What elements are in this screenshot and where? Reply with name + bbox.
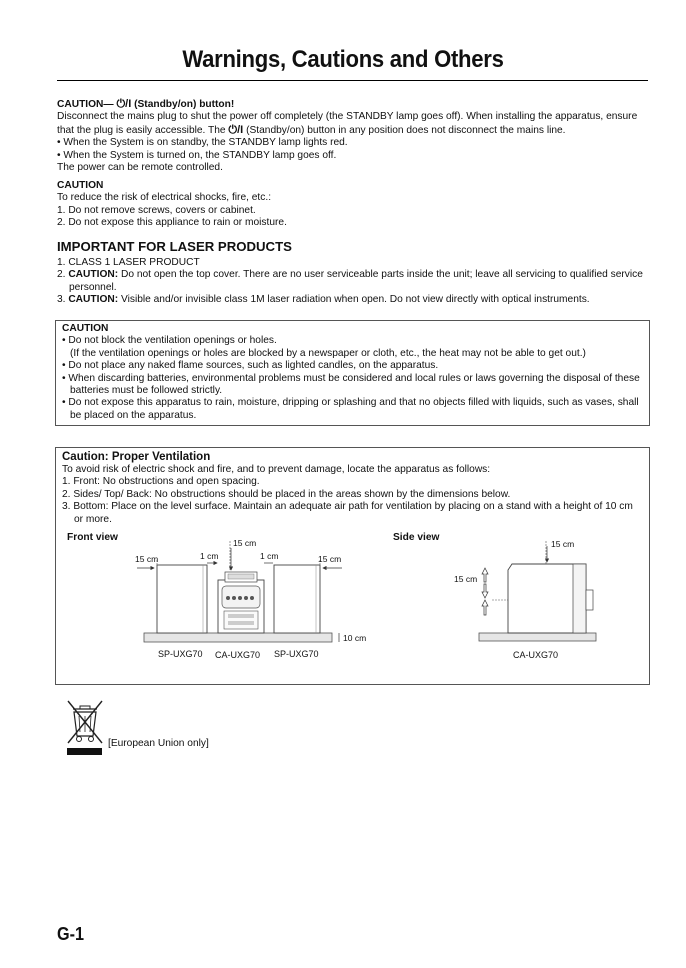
dim-bottom-10: 10 cm [343,633,367,643]
side-view-label: Side view [393,532,440,543]
shock-caution-item: 2. Do not expose this appliance to rain or moisture. [57,217,287,229]
side-dim-back-15: 15 cm [454,574,478,584]
ventilation-item: 1. Front: No obstructions and open spacing. [62,476,260,488]
caution-box-heading: CAUTION [62,323,109,334]
laser-heading: IMPORTANT FOR LASER PRODUCTS [57,239,292,254]
down-arrow-icon [482,584,488,598]
side-dim-top-15: 15 cm [551,539,575,549]
caution-label: CAUTION: [68,294,119,306]
model-left-speaker: SP-UXG70 [158,649,203,659]
standby-para-part1: Disconnect the mains plug to shut the power off completely (the STANDBY lamp goes off). When installing the apparatus, ensure that the plug is easily accessible. The [57,111,638,136]
crossed-out-bin-icon [67,701,102,755]
model-right-speaker: SP-UXG70 [274,649,319,659]
dim-top-15: 15 cm [233,538,257,548]
shock-caution-item: 1. Do not remove screws, covers or cabinet. [57,204,256,216]
dim-left-15: 15 cm [135,554,159,564]
laser-item-text: Visible and/or invisible class 1M laser radiation when open. Do not view directly with optical instruments. [118,294,590,306]
model-main-unit: CA-UXG70 [215,650,261,660]
standby-bullet: • When the System is turned on, the STANDBY lamp goes off. [57,149,337,161]
laser-item: 1. CLASS 1 LASER PRODUCT [57,257,200,268]
remote-note: The power can be remote controlled. [57,162,223,174]
dim-right-1: 1 cm [260,551,279,561]
stand-base [144,633,332,642]
heading-suffix: (Standby/on) button! [134,99,235,110]
main-unit [218,572,264,633]
left-speaker [157,565,207,633]
dim-right-15: 15 cm [318,554,342,564]
ventilation-heading: Caution: Proper Ventilation [62,451,211,463]
caution-box-bullet: • Do not place any naked flame sources, such as lighted candles, on the apparatus. [62,360,439,372]
ventilation-item: 2. Sides/ Top/ Back: No obstructions should be placed in the areas shown by the dimensions below. [62,488,511,500]
side-stand-base [479,633,596,641]
ventilation-item: 3. Bottom: Place on the level surface. Maintain an adequate air path for ventilation by placing on a stand with a height of 10 cm or more. [62,501,633,525]
standby-bullet: • When the System is on standby, the STANDBY lamp lights red. [57,137,348,149]
item-number: 2. [57,269,69,281]
right-speaker [274,565,320,633]
caution-box-bullet: • Do not block the ventilation openings or holes. [62,335,277,347]
laser-item-text: Do not open the top cover. There are no user serviceable parts inside the unit; leave all servicing to qualified service personnel. [69,269,643,293]
ventilation-intro: To avoid risk of electric shock and fire, and to prevent damage, locate the apparatus as follows: [62,464,491,475]
front-view-label: Front view [67,532,118,543]
standby-on-icon: ⏻/I [116,98,132,110]
page-number: G-1 [57,924,85,944]
front-view-diagram [135,538,366,660]
caution-label: CAUTION: [68,269,119,281]
side-view-diagram [454,539,596,660]
standby-on-icon: ⏻/I [228,123,244,136]
up-arrow-icon [482,568,488,582]
page-title: Warnings, Cautions and Others [182,46,504,73]
side-model-main-unit: CA-UXG70 [513,650,559,660]
eu-only-note: [European Union only] [108,738,209,749]
shock-caution-intro: To reduce the risk of electrical shocks, fire, etc.: [57,192,272,204]
shock-caution-heading: CAUTION [57,180,104,191]
caution-box-bullet: • Do not expose this apparatus to rain, moisture, dripping or splashing and that no objects filled with liquids, such as vases, shall be placed on the apparatus. [62,397,639,421]
heading-prefix: CAUTION— [57,99,114,110]
dim-left-1: 1 cm [200,551,219,561]
caution-box-note: (If the ventilation openings or holes are blocked by a newspaper or cloth, etc., the heat may not be able to get out.) [70,347,586,359]
item-number: 3. [57,294,69,306]
up-arrow-icon [482,600,488,615]
standby-para-part2: (Standby/on) button in any position does not disconnect the mains line. [246,124,566,136]
caution-box-bullet: • When discarding batteries, environmental problems must be considered and local rules or laws governing the disposal of these batteries must be followed strictly. [62,372,640,397]
